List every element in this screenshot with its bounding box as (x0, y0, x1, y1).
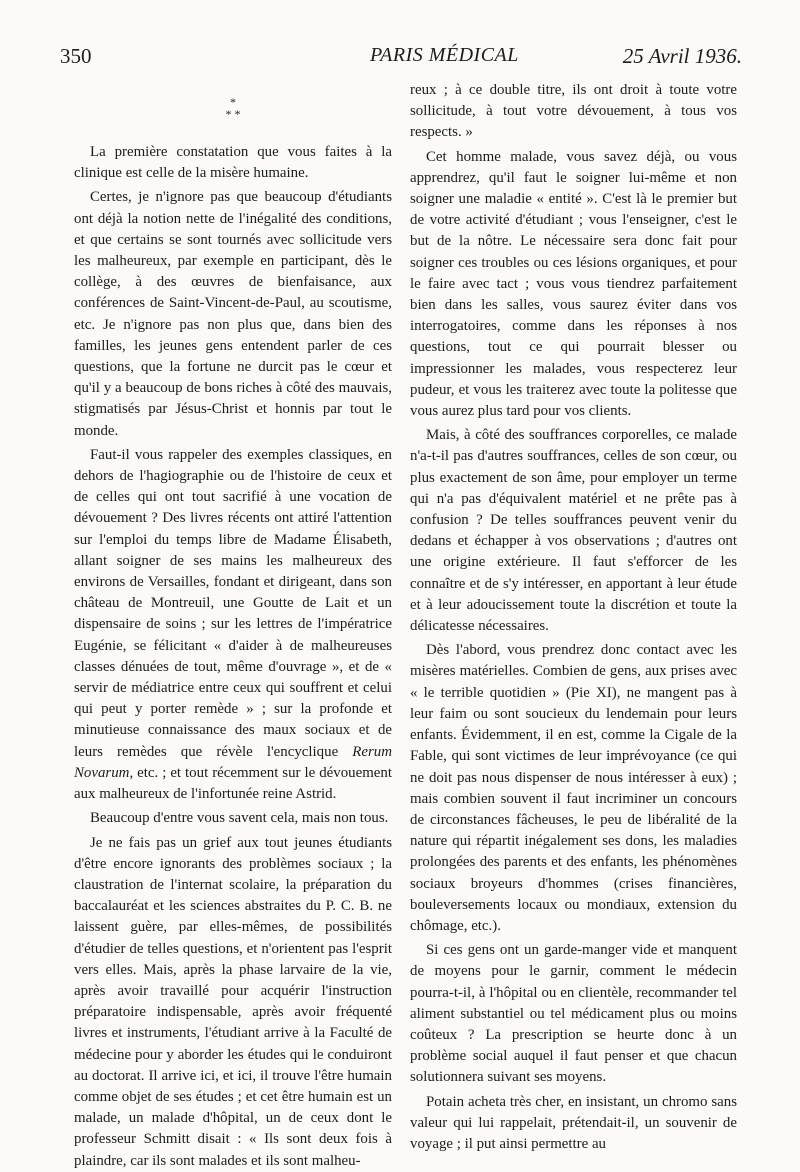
right-column (410, 80, 737, 1155)
asterism-top: * (230, 95, 236, 109)
asterism-bottom: * * (225, 107, 241, 121)
left-column (74, 96, 392, 1172)
paragraph: Dès l'abord, vous prendrez donc contact avec les misères matérielles. Combien de gens, aux prises avec « le terrible quotidien » (Pie XI), ne mangent pas à leur faim ou sont soucieux du lendemain pour leurs enfants. Évidemment, il en est, comme la Cigale de la Fable, qui sont victimes de leur imprévoyance (ce qui ne doit pas nous dispenser de nous intéresser à eux) ; mais combien souvent il faut incriminer un concours de circonstances fâcheuses, le peu de libéralité de la nature qui répartit inégalement ses dons, les maladies prolongées des parents et des enfants, les phénomènes sociaux broyeurs d'hommes (crises financières, bouleversements locaux ou mondiaux, extension du chômage, etc.). (410, 642, 737, 934)
text-span: Faut-il vous rappeler des exemples classiques, en dehors de l'hagiographie ou de l'histoire de ceux et de celles qui ont tout sacrifié à une vocation de dévouement ? Des livres récents ont attiré l'attention sur l'emploi du temps libre de Madame Élisabeth, allant soigner de ses mains les malheureux des environs de Versailles, fondant et dirigeant, dans son château de Montreuil, une Goutte de Lait et un dispensaire de soins ; sur les lettres de l'impératrice Eugénie, se félicitant « d'aider à de malheureuses classes dénuées de tout, même d'ouvrage », et de « servir de médiatrice entre ceux qui souffrent et celui qui peut y porter remède » ; sur la profonde et minutieuse connaissance des maux sociaux et de leurs remèdes que révèle l'encyclique (74, 446, 392, 760)
page-number: 350 (60, 44, 92, 68)
paragraph: Mais, à côté des souffrances corporelles, ce malade n'a-t-il pas d'autres souffrances, celles de son cœur, ou plus exactement de son âme, pour employer un terme qui n'a pas d'équivalent matériel et ne prête pas à confusion ? De telles souffrances peuvent venir du dedans et échapper à vos observations ; d'autres ont une origine extérieure. Il faut s'efforcer de les connaître et de s'y intéresser, en apportant à leur étude et à leur adoucissement toute la discrétion et toute la délicatesse nécessaires. (410, 427, 737, 635)
journal-title: PARIS MÉDICAL (370, 44, 519, 66)
paragraph: Je ne fais pas un grief aux tout jeunes étudiants d'être encore ignorants des problèmes sociaux ; la claustration de l'internat scolaire, la préparation du baccalauréat et les sciences abstraites du P. C. B. ne laissent guère, par elles-mêmes, de possibilités d'étudier de telles questions, et n'orientent pas l'esprit vers elles. Mais, après la phase larvaire de la vie, après avoir travaillé pour acquérir l'instruction préparatoire indispensable, après avoir fréquenté livres et instruments, l'étudiant arrive à la Faculté de médecine pour y aborder les études qui le conduiront au doctorat. Il arrive ici, et ici, il trouve l'être humain comme objet de ses études ; et cet être humain est un malade, un malade d'hôpital, un de ceux dont le professeur Schmitt disait : « Ils sont deux fois à plaindre, car ils sont malades et ils sont malheu- (74, 834, 392, 1169)
paragraph-continuation: reux ; à ce double titre, ils ont droit à toute votre sollicitude, à tout votre dévouement, à tous vos respects. » (410, 82, 737, 141)
paragraph: Beaucoup d'entre vous savent cela, mais non tous. (90, 810, 389, 827)
paragraph-with-italic (74, 445, 392, 805)
page-header (60, 44, 742, 72)
paragraph: La première constatation que vous faites à la clinique est celle de la misère humaine. (74, 144, 392, 182)
asterism-ornament (74, 96, 392, 120)
paragraph: Potain acheta très cher, en insistant, un chromo sans valeur qui lui rappelait, prétendait-il, un souvenir de voyage ; il put ainsi permettre au (410, 1093, 737, 1152)
paragraph: Si ces gens ont un garde-manger vide et manquent de moyens pour le garnir, comment le médecin pourra-t-il, à l'hôpital ou en clientèle, recommander tel aliment substantiel ou tel médicament plus ou moins coûteux ? La prescription se heurte donc à un problème social auquel il faut penser et que chacun solutionnera suivant ses moyens. (410, 942, 737, 1086)
paragraph: Certes, je n'ignore pas que beaucoup d'étudiants ont déjà la notion nette de l'inégalité des conditions, et que certains se sont tournés avec sollicitude vers les malheureux, par exemple en participant, dès le collège, à des œuvres de bienfaisance, aux conférences de Saint-Vincent-de-Paul, au scoutisme, etc. Je n'ignore pas non plus que, dans bien des familles, les jeunes gens entendent parler de ces questions, que la fortune ne durcit pas le cœur et qu'il y a beaucoup de bons riches à côté des mauvais, stigmatisés par Jésus-Christ et honnis par tout le monde. (74, 189, 392, 439)
text-span: , etc. ; et tout récemment sur le dévouement aux malheureux de l'infortunée reine Astrid. (74, 764, 392, 803)
paragraph: Cet homme malade, vous savez déjà, ou vous apprendrez, qu'il faut le soigner lui-même et non soigner une maladie « entité ». C'est là le premier but de votre activité d'étudiant ; vous l'enseigner, c'est le but de la nôtre. Le nécessaire sera donc fait pour soigner ces troubles ou ces lésions organiques, et pour le faire avec tact ; vous vous tiendrez parfaitement bien dans les salles, vous saurez éviter dans vos interrogatoires, comme dans les réponses à nos questions, tout ce qui pourrait blesser ou impressionner les malades, vous respecterez leur pudeur, et vous les traiterez avec toute la politesse que vous aurez plus tard pour vos clients. (410, 148, 737, 420)
issue-date: 25 Avril 1936. (622, 44, 742, 68)
encyclical-title: Rerum Novarum (74, 743, 392, 781)
